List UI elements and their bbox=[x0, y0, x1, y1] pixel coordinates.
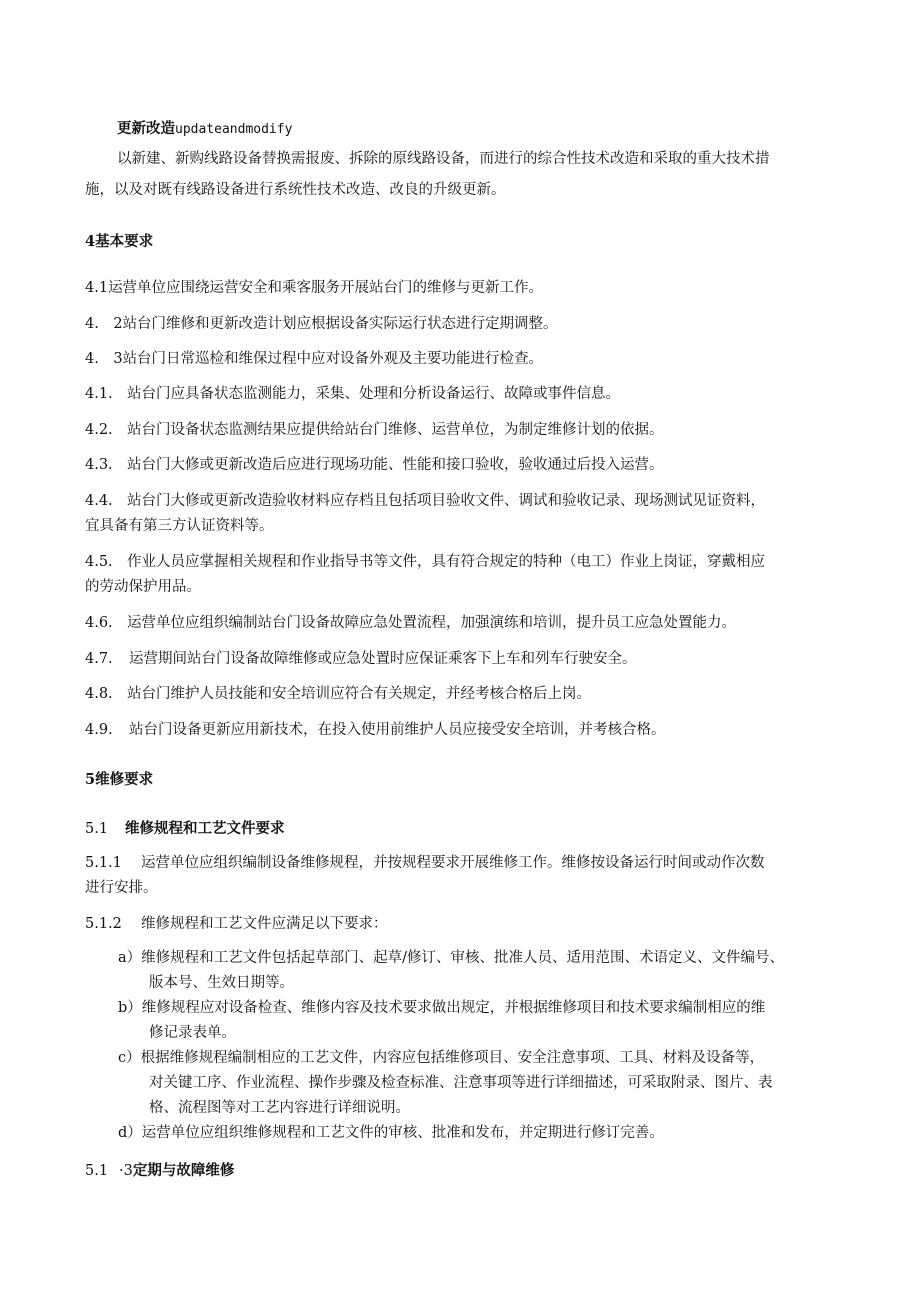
subsection-5-1-heading bbox=[85, 816, 285, 842]
clause-text: 运营单位应组织编制站台门设备故障应急处置流程，加强演练和培训，提升员工应急处置能力。 bbox=[127, 615, 736, 631]
clause-4-1 bbox=[85, 276, 543, 301]
section-5-heading: 5维修要求 bbox=[85, 771, 154, 788]
clause-4-7-dot bbox=[85, 647, 637, 672]
clause-5-1-1 bbox=[85, 851, 765, 876]
list-item-b-line-2: 修记录表单。 bbox=[149, 1025, 236, 1041]
clause-text: 站台门应具备状态监测能力，采集、处理和分析设备运行、故障或事件信息。 bbox=[127, 386, 620, 402]
clause-text: 站台门维修和更新改造计划应根据设备实际运行状态进行定期调整。 bbox=[122, 316, 558, 332]
term-definition-line-1: 以新建、新购线路设备替换需报废、拆除的原线路设备，而进行的综合性技术改造和采取的重大技术措 bbox=[117, 151, 770, 167]
clause-5-1-1-line-2: 进行安排。 bbox=[85, 880, 158, 896]
list-item-d bbox=[118, 1121, 664, 1146]
clause-4-2 bbox=[85, 312, 558, 337]
clause-4-9-dot bbox=[85, 718, 666, 743]
clause-4-6-dot bbox=[85, 611, 736, 636]
list-marker: c） bbox=[118, 1050, 141, 1066]
clause-number: 4. 3 bbox=[85, 351, 123, 367]
term-heading bbox=[117, 116, 292, 142]
section-4-heading: 4基本要求 bbox=[85, 233, 154, 250]
list-item-a-line-2: 版本号、生效日期等。 bbox=[149, 975, 294, 991]
term-title-cn: 更新改造 bbox=[117, 120, 175, 137]
clause-text: 运营单位应围绕运营安全和乘客服务开展站台门的维修与更新工作。 bbox=[108, 280, 544, 296]
list-marker: a） bbox=[118, 950, 142, 966]
list-text: 维修规程和工艺文件包括起草部门、起草/修订、审核、批准人员、适用范围、术语定义、文件编号、 bbox=[141, 950, 785, 966]
list-item-a bbox=[118, 946, 784, 971]
clause-4-1-dot bbox=[85, 382, 620, 407]
list-item-b bbox=[118, 996, 765, 1021]
clause-text: 站台门设备更新应用新技术，在投入使用前维护人员应接受安全培训，并考核合格。 bbox=[129, 722, 666, 738]
clause-4-2-dot bbox=[85, 418, 664, 443]
clause-5-1-2 bbox=[85, 912, 388, 937]
clause-text: 维修规程和工艺文件应满足以下要求： bbox=[141, 916, 388, 932]
clause-text: 站台门大修或更新改造后应进行现场功能、性能和接口验收，验收通过后投入运营。 bbox=[127, 457, 664, 473]
clause-text: 站台门维护人员技能和安全培训应符合有关规定，并经考核合格后上岗。 bbox=[127, 686, 591, 702]
subsection-number: 5.1 bbox=[85, 1163, 109, 1179]
clause-4-4-dot bbox=[85, 489, 765, 514]
clause-number: 4.2. bbox=[85, 422, 113, 438]
clause-text: 站台门大修或更新改造验收材料应存档且包括项目验收文件、调试和验收记录、现场测试见证资料， bbox=[127, 493, 765, 509]
clause-text: 运营单位应组织编制设备维修规程，并按规程要求开展维修工作。维修按设备运行时间或动作次数 bbox=[141, 855, 765, 871]
subsection-5-1-3-heading bbox=[85, 1158, 234, 1184]
clause-number: 4.4. bbox=[85, 493, 113, 509]
clause-number: 4.1. bbox=[85, 386, 113, 402]
list-text: 根据维修规程编制相应的工艺文件，内容应包括维修项目、安全注意事项、工具、材料及设备等， bbox=[140, 1050, 765, 1066]
clause-4-8-dot bbox=[85, 682, 591, 707]
clause-4-5-dot-line-2: 的劳动保护用品。 bbox=[85, 579, 201, 595]
clause-4-4-dot-line-2: 宜具备有第三方认证资料等。 bbox=[85, 518, 274, 534]
term-title-en: updateandmodify bbox=[175, 122, 293, 137]
list-text: 维修规程应对设备检查、维修内容及技术要求做出规定，并根据维修项目和技术要求编制相应的维 bbox=[141, 1000, 766, 1016]
subsection-title: 定期与故障维修 bbox=[132, 1162, 235, 1179]
clause-number: 4. 2 bbox=[85, 316, 123, 332]
clause-number: 4.6. bbox=[85, 615, 113, 631]
list-marker: b） bbox=[118, 1000, 142, 1016]
clause-number: 4.3. bbox=[85, 457, 113, 473]
term-definition-line-2: 施，以及对既有线路设备进行系统性技术改造、改良的升级更新。 bbox=[85, 182, 506, 198]
clause-4-5-dot bbox=[85, 550, 765, 575]
subsection-number-suffix: ·3 bbox=[119, 1163, 133, 1179]
list-text: 运营单位应组织维修规程和工艺文件的审核、批准和发布，并定期进行修订完善。 bbox=[141, 1125, 664, 1141]
clause-text: 作业人员应掌握相关规程和作业指导书等文件，具有符合规定的特种（电工）作业上岗证，穿戴相应 bbox=[127, 554, 765, 570]
subsection-title: 维修规程和工艺文件要求 bbox=[125, 820, 285, 837]
clause-text: 站台门设备状态监测结果应提供给站台门维修、运营单位，为制定维修计划的依据。 bbox=[127, 422, 664, 438]
clause-number: 5.1.1 bbox=[85, 855, 122, 871]
clause-4-3-dot bbox=[85, 453, 664, 478]
list-marker: d） bbox=[118, 1125, 142, 1141]
clause-number: 5.1.2 bbox=[85, 916, 122, 932]
clause-number: 4.9. bbox=[85, 722, 113, 738]
list-item-c-line-2: 对关键工序、作业流程、操作步骤及检查标准、注意事项等进行详细描述，可采取附录、图片、表 bbox=[149, 1075, 773, 1091]
clause-number: 4.5. bbox=[85, 554, 113, 570]
clause-number: 4.8. bbox=[85, 686, 113, 702]
clause-number: 4.1 bbox=[85, 280, 109, 296]
clause-4-3 bbox=[85, 347, 543, 372]
subsection-number: 5.1 bbox=[85, 821, 109, 837]
list-item-c bbox=[118, 1046, 764, 1071]
clause-text: 站台门日常巡检和维保过程中应对设备外观及主要功能进行检查。 bbox=[122, 351, 544, 367]
clause-text: 运营期间站台门设备故障维修或应急处置时应保证乘客下上车和列车行驶安全。 bbox=[129, 651, 637, 667]
clause-number: 4.7. bbox=[85, 651, 113, 667]
list-item-c-line-3: 格、流程图等对工艺内容进行详细说明。 bbox=[149, 1100, 410, 1116]
